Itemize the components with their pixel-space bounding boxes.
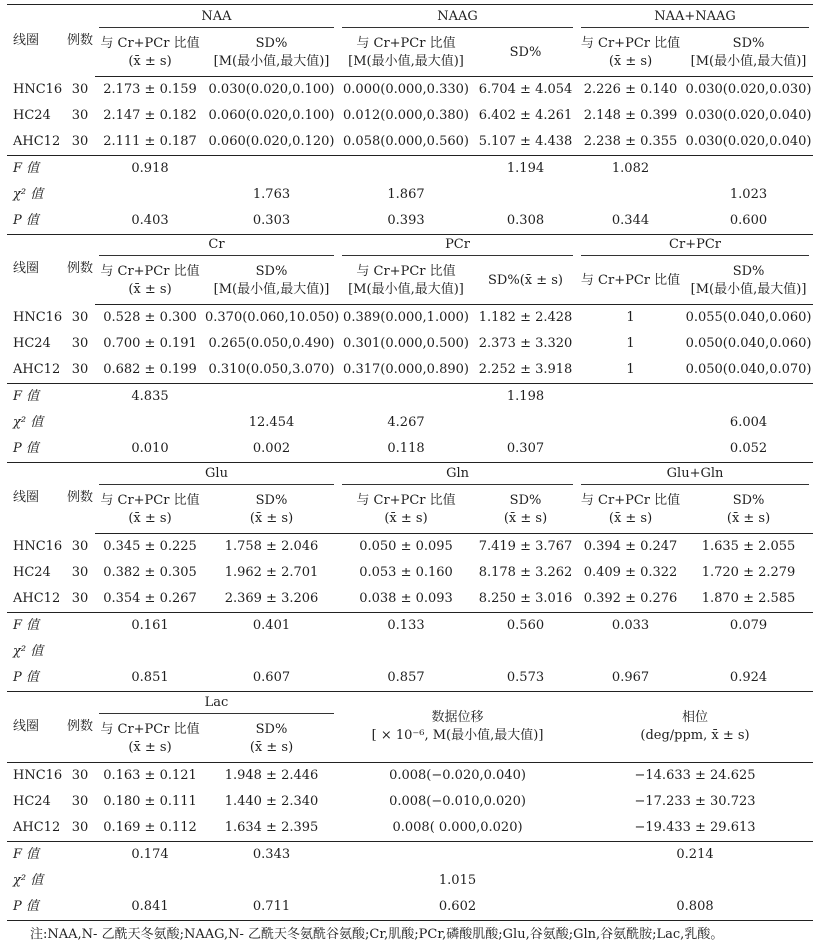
table-row: HC24 30 0.382 ± 0.305 1.962 ± 2.701 0.053 ± 0.160 8.178 ± 3.262 0.409 ± 0.322 1.720 ± 2.279 — [13, 565, 796, 580]
table-row: HC24 30 0.700 ± 0.191 0.265(0.050,0.490) 0.301(0.000,0.500) 2.373 ± 3.320 1 0.050(0.040,0.060) — [13, 336, 812, 351]
n-label-header: 例数 — [66, 260, 93, 276]
stat-row-chi2: χ² 值 12.454 4.267 6.004 — [13, 415, 768, 430]
group-header: PCr — [338, 233, 577, 258]
n-label-header: 例数 — [65, 5, 95, 77]
group-header: Gln — [338, 462, 577, 487]
table-row: HNC16 30 0.163 ± 0.121 1.948 ± 2.446 0.008(−0.020,0.040) −14.633 ± 24.625 — [7, 763, 813, 790]
stat-row-f: F 值 4.835 1.198 — [7, 384, 813, 411]
subheader: 与 Cr+PCr 比值 — [577, 258, 684, 305]
subheader: SD% [M(最小值,最大值)] — [205, 30, 338, 77]
phase-header: 相位 (deg/ppm, x̄ ± s) — [640, 709, 750, 743]
stat-row-f: F 值 0.161 0.401 0.133 0.560 0.033 0.079 — [7, 613, 813, 640]
subheader: SD% — [474, 30, 577, 77]
subheader: 与 Cr+PCr 比值 (x̄ ± s) — [95, 487, 205, 534]
group-header: NAAG — [338, 5, 577, 31]
table-block-naa — [7, 4, 813, 235]
group-header: Cr+PCr — [577, 233, 813, 258]
row-label-header: 线圈 — [7, 5, 65, 77]
stat-row-f: F 值 0.174 0.343 0.214 — [7, 842, 813, 869]
group-header: NAA — [95, 5, 338, 31]
stat-row-p: P 值 0.841 0.711 0.602 0.808 — [7, 894, 813, 921]
subheader: SD% [M(最小值,最大值)] — [684, 258, 813, 305]
n-label-header: 例数 — [66, 718, 93, 734]
subheader: SD% (x̄ ± s) — [205, 487, 338, 534]
table-row: HC24 30 0.180 ± 0.111 1.440 ± 2.340 0.008(−0.010,0.020) −17.233 ± 30.723 — [13, 794, 756, 809]
subheader: SD% [M(最小值,最大值)] — [684, 30, 813, 77]
table-row: HNC16 30 2.173 ± 0.159 0.030(0.020,0.100) 0.000(0.000,0.330) 6.704 ± 4.054 2.226 ± 0.140 0.030(0.020,0.030) — [13, 81, 812, 97]
table-row: AHC12 30 0.354 ± 0.267 2.369 ± 3.206 0.038 ± 0.093 8.250 ± 3.016 0.392 ± 0.276 1.870 ± 2.585 — [13, 591, 796, 606]
stat-row-p: P 值 0.010 0.002 0.118 0.307 0.052 — [7, 436, 813, 463]
group-header: Cr — [95, 233, 338, 258]
table-row: HNC16 30 0.345 ± 0.225 1.758 ± 2.046 0.050 ± 0.095 7.419 ± 3.767 0.394 ± 0.247 1.635 ± 2.055 — [13, 538, 796, 554]
subheader: SD%(x̄ ± s) — [474, 258, 577, 305]
subheader: 与 Cr+PCr 比值 (x̄ ± s) — [95, 30, 205, 77]
subheader: 与 Cr+PCr 比值 (x̄ ± s) — [95, 716, 205, 763]
row-label-header: 线圈 — [13, 260, 40, 276]
group-header: Glu — [95, 462, 338, 487]
stat-row-f: F 值 0.918 1.194 1.082 — [7, 156, 813, 183]
subheader: 与 Cr+PCr 比值 [M(最小值,最大值)] — [338, 30, 474, 77]
stat-row-chi2: χ² 值 1.015 — [13, 873, 477, 888]
row-label-header: 线圈 — [13, 718, 40, 734]
subheader: 与 Cr+PCr 比值 (x̄ ± s) — [338, 487, 474, 534]
table-row: AHC12 30 2.111 ± 0.187 0.060(0.020,0.120) 0.058(0.000,0.560) 5.107 ± 4.438 2.238 ± 0.355 0.030(0.020,0.040) — [13, 134, 812, 149]
table-block-cr — [7, 233, 813, 463]
subheader: SD% [M(最小值,最大值)] — [205, 258, 338, 305]
n-label-header: 例数 — [66, 489, 93, 505]
group-header: NAA+NAAG — [577, 5, 813, 31]
table-row: HNC16 30 0.528 ± 0.300 0.370(0.060,10.050) 0.389(0.000,1.000) 1.182 ± 2.428 1 0.055(0.040,0.060) — [13, 309, 812, 325]
table-footnote: 注:NAA,N- 乙酰天冬氨酸;NAAG,N- 乙酰天冬氨酰谷氨酸;Cr,肌酸;PCr,磷酸肌酸;Glu,谷氨酸;Gln,谷氨酰胺;Lac,乳酸。 — [30, 927, 724, 942]
stat-row-chi2: χ² 值 1.763 1.867 1.023 — [13, 187, 768, 202]
subheader: SD% (x̄ ± s) — [474, 487, 577, 534]
subheader: 与 Cr+PCr 比值 [M(最小值,最大值)] — [338, 258, 474, 305]
table-row: HC24 30 2.147 ± 0.182 0.060(0.020,0.100) 0.012(0.000,0.380) 6.402 ± 4.261 2.148 ± 0.399 0.030(0.020,0.040) — [13, 108, 812, 123]
subheader: SD% (x̄ ± s) — [205, 716, 338, 763]
table-row: AHC12 30 0.169 ± 0.112 1.634 ± 2.395 0.008( 0.000,0.020) −19.433 ± 29.613 — [13, 820, 756, 835]
table-block-glu — [7, 462, 813, 692]
shift-header: 数据位移 [ × 10⁻⁶, M(最小值,最大值)] — [371, 709, 544, 743]
stat-row-p: P 值 0.403 0.303 0.393 0.308 0.344 0.600 — [7, 208, 813, 235]
table-block-lac — [7, 691, 813, 921]
stat-row-p: P 值 0.851 0.607 0.857 0.573 0.967 0.924 — [7, 665, 813, 692]
row-label-header: 线圈 — [13, 489, 40, 505]
table-row: AHC12 30 0.682 ± 0.199 0.310(0.050,3.070) 0.317(0.000,0.890) 2.252 ± 3.918 1 0.050(0.040,0.070) — [13, 362, 812, 377]
subheader: 与 Cr+PCr 比值 (x̄ ± s) — [95, 258, 205, 305]
subheader: 与 Cr+PCr 比值 (x̄ ± s) — [577, 487, 684, 534]
group-header: Glu+Gln — [577, 462, 813, 487]
subheader: SD% (x̄ ± s) — [684, 487, 813, 534]
group-header: Lac — [95, 691, 338, 716]
stat-row-chi2: χ² 值 — [13, 644, 44, 659]
subheader: 与 Cr+PCr 比值 (x̄ ± s) — [577, 30, 684, 77]
